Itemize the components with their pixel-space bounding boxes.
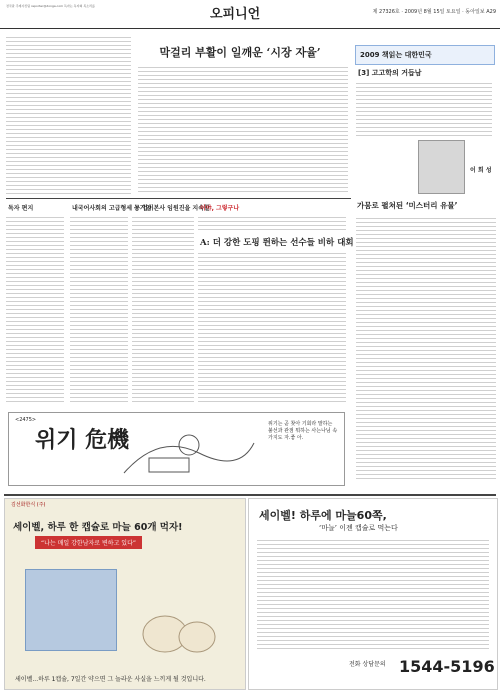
cartoon-bubble: 위기는 곧 찾아 기회라 말하는 불선과 관점 뭐하는 사는나님 속가지도 자.좋 아. (268, 421, 338, 441)
ad-left (4, 498, 246, 690)
cartoon-number: <2475> (15, 417, 37, 423)
ad-left-sub: “나는 매일 강한남자로 변하고 있다” (35, 536, 142, 549)
sports-headline: A: 더 강한 도핑 뛴하는 선수들 비하 대회 (200, 238, 354, 248)
ad-right-sub: ‘마늘’ 이젠 캡슐로 먹는다 (319, 524, 398, 532)
side-box (355, 45, 495, 65)
column-1-head: 독자 편지 (8, 205, 34, 212)
ad-divider (4, 494, 496, 496)
sports-body (198, 250, 346, 404)
column-2-head: 내국어사회의 고급형세 농 업이 (72, 205, 154, 212)
ad-phone[interactable]: 1544-5196 (399, 657, 495, 676)
ad-right (248, 498, 498, 690)
ad-left-headline: 세이벨, 하루 한 캡슐로 마늘 60개 먹자! (13, 522, 183, 533)
cartoon-title: 위기 危機 (35, 427, 130, 453)
editorial-title: 막걸리 부활이 일깨운 ‘시장 자율’ (159, 46, 321, 59)
header-info: 전국판 주재사진팀 reporter@donga.com 독자는 독자의 목소리를 (6, 4, 95, 8)
product-box (25, 569, 117, 651)
ad-left-footer: 세이벨...하루 1캡슐, 7일간 약으면 그 놀라운 사실을 느끼게 될 것입니다. (15, 676, 206, 683)
author-name: 이 희 성 (470, 167, 492, 174)
column-2-body (70, 214, 128, 404)
ad-right-headline: 세이벨! 하루에 마늘60쪽, (259, 509, 387, 522)
column-3-body (132, 214, 194, 404)
side-quote-head: [3] 고고학의 거듭남 (358, 69, 422, 77)
page-header (0, 0, 500, 29)
editorial-body (138, 64, 348, 194)
cartoon-panel (8, 412, 345, 486)
ad-company: 김선화한식 (주) (11, 502, 46, 508)
garlic-image (135, 599, 225, 659)
side-box-label: 2009 책읽는 대한민국 (360, 51, 432, 59)
sports-label: 이야, 그렇구나 (200, 205, 240, 212)
rule-1 (6, 198, 351, 199)
side-essay-body (356, 215, 496, 480)
column-1-body (6, 214, 64, 404)
sports-intro (198, 214, 346, 232)
ad-right-body (257, 537, 489, 652)
ad-phone-label: 전화 상담문의 (349, 661, 386, 668)
author-photo (418, 140, 465, 194)
column-left (6, 34, 131, 194)
column-3-head: 공기업 본사 임원진을 지속할 (134, 205, 210, 212)
section-title: 오피니언 (210, 7, 261, 22)
cartoon-drawing (119, 423, 259, 479)
issue-meta: 제 27326호 · 2009년 8월 15일 토요일 · 동아일보 A29 (372, 9, 496, 15)
side-text-1 (356, 80, 492, 136)
essay-title: 가뭄로 펼쳐된 ‘미스터리 유물’ (357, 201, 458, 210)
